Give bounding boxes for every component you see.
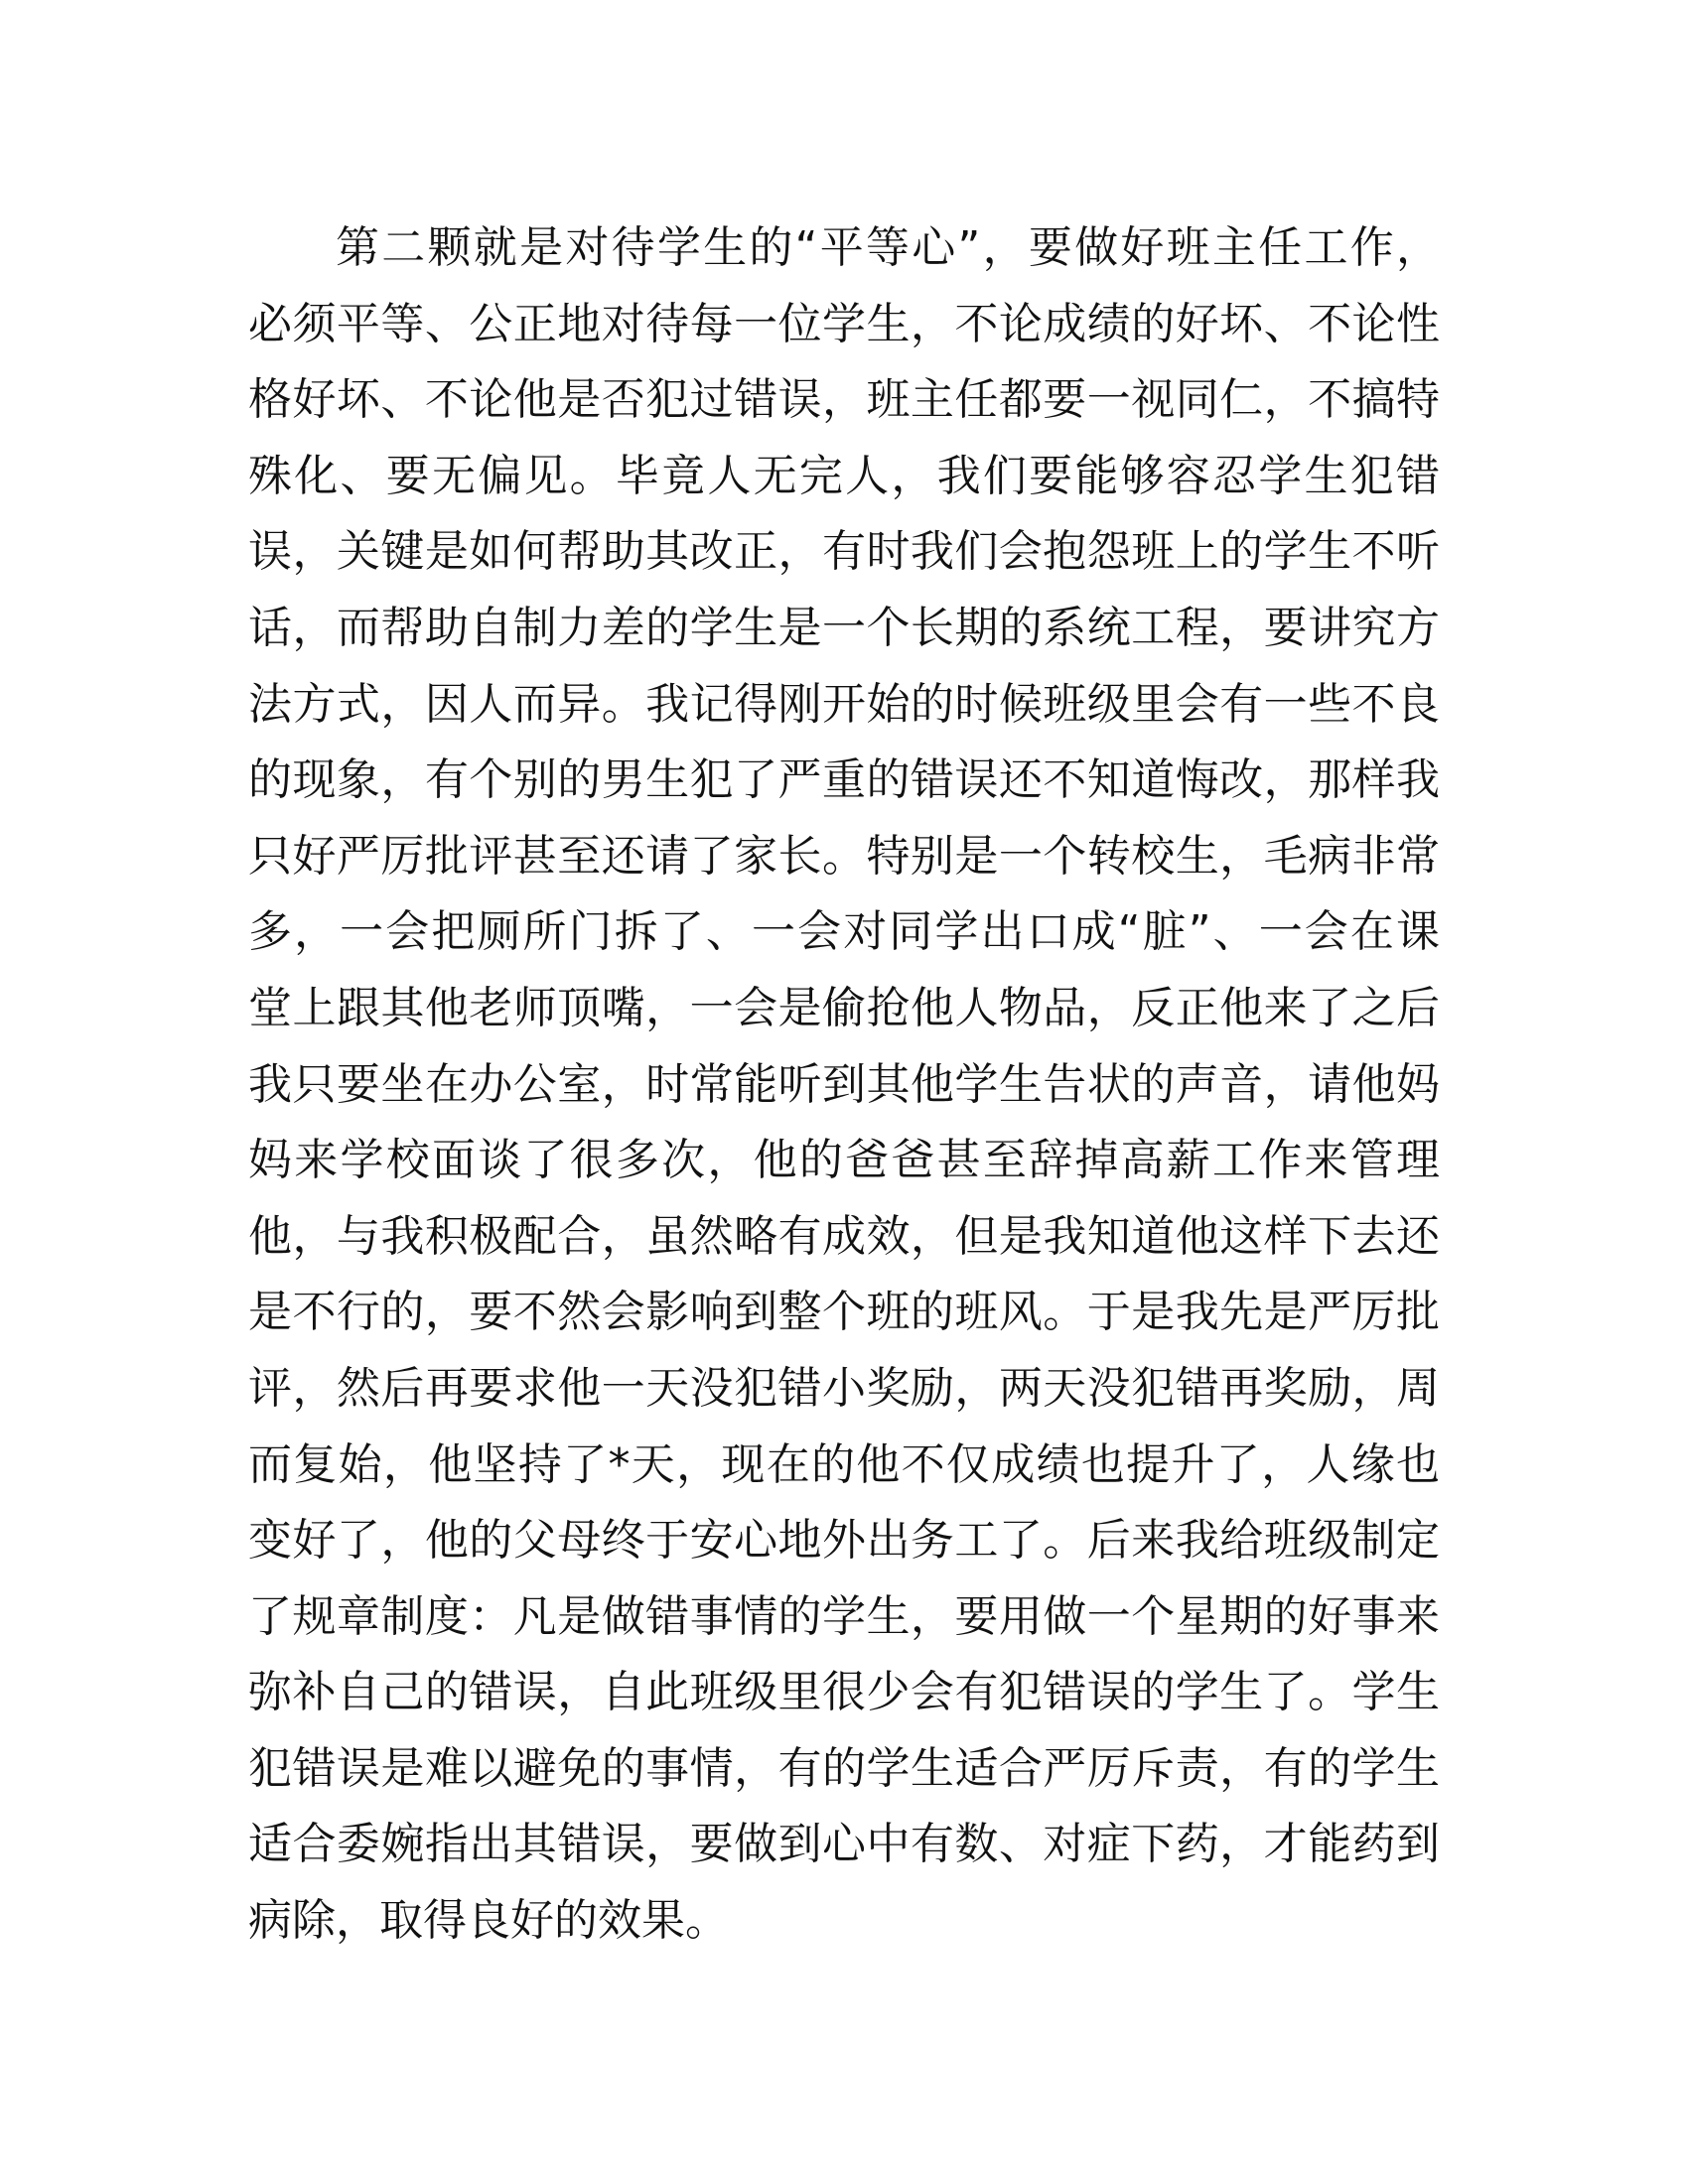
paragraph-line: 必须平等、公正地对待每一位学生，不论成绩的好坏、不论性 <box>248 298 1440 349</box>
paragraph-line: 适合委婉指出其错误，要做到心中有数、对症下药，才能药到 <box>248 1819 1440 1870</box>
paragraph-line: 格好坏、不论他是否犯过错误，班主任都要一视同仁，不搞特 <box>248 374 1440 426</box>
paragraph-line: 只好严厉批评甚至还请了家长。特别是一个转校生，毛病非常 <box>248 830 1440 882</box>
paragraph-line: 多，一会把厕所门拆了、一会对同学出口成“脏”、一会在课 <box>248 906 1440 958</box>
paragraph-line: 是不行的，要不然会影响到整个班的班风。于是我先是严厉批 <box>248 1287 1440 1338</box>
paragraph-line: 堂上跟其他老师顶嘴，一会是偷抢他人物品，反正他来了之后 <box>248 982 1440 1033</box>
paragraph-line: 误，关键是如何帮助其改正，有时我们会抱怨班上的学生不听 <box>248 526 1440 578</box>
paragraph-line: 变好了，他的父母终于安心地外出务工了。后来我给班级制定 <box>248 1515 1440 1567</box>
paragraph-line: 妈来学校面谈了很多次，他的爸爸甚至辞掉高薪工作来管理 <box>248 1135 1440 1186</box>
paragraph-line: 法方式，因人而异。我记得刚开始的时候班级里会有一些不良 <box>248 678 1440 730</box>
paragraph-line: 病除，取得良好的效果。 <box>248 1895 729 1947</box>
paragraph-line: 第二颗就是对待学生的“平等心”，要做好班主任工作， <box>336 222 1440 273</box>
paragraph-line: 殊化、要无偏见。毕竟人无完人，我们要能够容忍学生犯错 <box>248 450 1440 501</box>
paragraph-line: 他，与我积极配合，虽然略有成效，但是我知道他这样下去还 <box>248 1210 1440 1262</box>
paragraph-line: 评，然后再要求他一天没犯错小奖励，两天没犯错再奖励，周 <box>248 1362 1440 1414</box>
paragraph-line: 话，而帮助自制力差的学生是一个长期的系统工程，要讲究方 <box>248 602 1440 653</box>
paragraph-line: 我只要坐在办公室，时常能听到其他学生告状的声音，请他妈 <box>248 1058 1440 1110</box>
paragraph-line: 而复始，他坚持了*天，现在的他不仅成绩也提升了，人缘也 <box>248 1438 1440 1490</box>
body-paragraph <box>248 210 1440 1960</box>
paragraph-line: 了规章制度：凡是做错事情的学生，要用做一个星期的好事来 <box>248 1590 1440 1642</box>
paragraph-line: 的现象，有个别的男生犯了严重的错误还不知道悔改，那样我 <box>248 754 1440 806</box>
paragraph-line: 犯错误是难以避免的事情，有的学生适合严厉斥责，有的学生 <box>248 1742 1440 1794</box>
paragraph-line: 弥补自己的错误，自此班级里很少会有犯错误的学生了。学生 <box>248 1667 1440 1718</box>
